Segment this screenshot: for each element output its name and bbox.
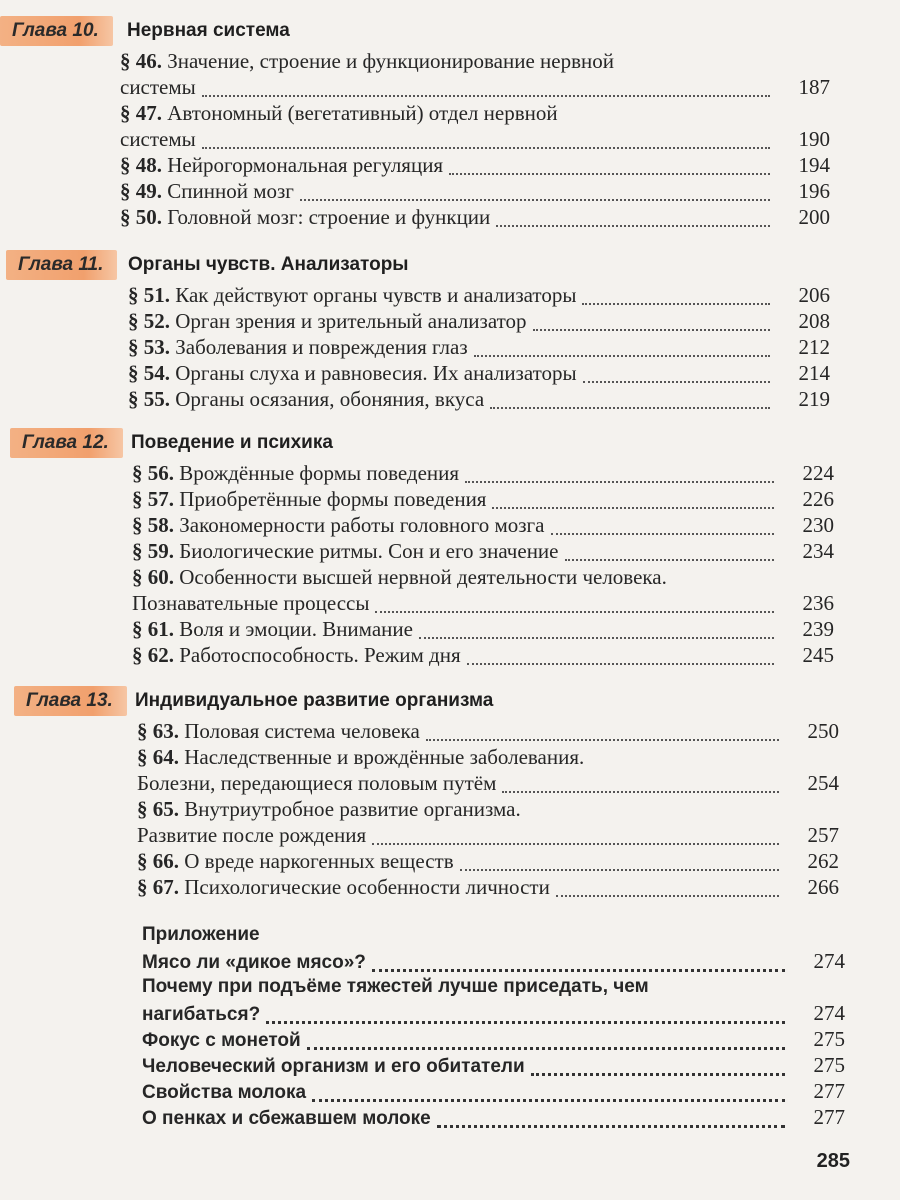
leader-dots xyxy=(266,1015,785,1024)
chapter-title: Поведение и психика xyxy=(131,432,333,453)
page-ref: 214 xyxy=(798,361,830,385)
chapter-label: Глава 13. xyxy=(14,686,127,716)
entry-title: Автономный (вегетативный) отдел нервной xyxy=(167,101,558,125)
appendix-section xyxy=(0,922,900,1130)
leader-dots xyxy=(490,401,770,409)
entry-title: Психологические особенности личности xyxy=(184,875,550,899)
entry-title: Нейрогормональная регуляция xyxy=(167,153,444,177)
page-ref: 200 xyxy=(798,205,830,229)
toc-entry-62[interactable] xyxy=(132,642,834,668)
leader-dots xyxy=(312,1093,785,1102)
leader-dots xyxy=(502,785,779,793)
entry-title: О пенках и сбежавшем молоке xyxy=(142,1108,431,1129)
paragraph-number: § 48. xyxy=(120,153,162,177)
leader-dots xyxy=(307,1041,785,1050)
paragraph-number: § 64. xyxy=(137,745,179,769)
entry-title: Половая система человека xyxy=(184,719,420,743)
paragraph-number: § 47. xyxy=(120,101,162,125)
page-ref: 262 xyxy=(807,849,839,873)
entry-title-continued: системы xyxy=(120,75,196,99)
toc-entry-52[interactable] xyxy=(128,308,830,334)
leader-dots xyxy=(437,1119,785,1128)
appendix-entry[interactable] xyxy=(142,1052,845,1078)
page-ref: 257 xyxy=(807,823,839,847)
page-ref: 187 xyxy=(798,75,830,99)
paragraph-number: § 52. xyxy=(128,309,170,333)
appendix-entries xyxy=(142,922,845,1130)
toc-entry-53[interactable] xyxy=(128,334,830,360)
chapter-entries xyxy=(128,282,830,412)
paragraph-number: § 55. xyxy=(128,387,170,411)
page-ref: 239 xyxy=(802,617,834,641)
paragraph-number: § 59. xyxy=(132,539,174,563)
page-ref: 208 xyxy=(798,309,830,333)
page-ref: 194 xyxy=(798,153,830,177)
page-ref: 277 xyxy=(813,1105,845,1129)
leader-dots xyxy=(582,297,770,305)
leader-dots xyxy=(551,527,775,535)
chapter-entries xyxy=(120,48,830,230)
leader-dots xyxy=(492,501,774,509)
entry-title: Работоспособность. Режим дня xyxy=(179,643,461,667)
page-ref: 206 xyxy=(798,283,830,307)
page-ref: 234 xyxy=(802,539,834,563)
paragraph-number: § 61. xyxy=(132,617,174,641)
chapter-11 xyxy=(0,248,900,412)
page-ref: 277 xyxy=(813,1079,845,1103)
paragraph-number: § 66. xyxy=(137,849,179,873)
toc-entry-63[interactable] xyxy=(137,718,839,744)
leader-dots xyxy=(474,349,770,357)
leader-dots xyxy=(467,657,774,665)
appendix-title: Приложение xyxy=(142,924,260,945)
entry-title: Орган зрения и зрительный анализатор xyxy=(175,309,527,333)
chapter-entries xyxy=(132,460,834,668)
page-ref: 224 xyxy=(802,461,834,485)
paragraph-number: § 57. xyxy=(132,487,174,511)
entry-title: Как действуют органы чувств и анализаторы xyxy=(175,283,577,307)
leader-dots xyxy=(449,167,770,175)
entry-title: Почему при подъёме тяжестей лучше приседать, чем xyxy=(142,976,649,997)
paragraph-number: § 63. xyxy=(137,719,179,743)
page-number: 285 xyxy=(816,1150,850,1172)
toc-entry-64[interactable] xyxy=(137,744,839,796)
leader-dots xyxy=(583,375,770,383)
chapter-header xyxy=(0,684,900,718)
appendix-entry[interactable] xyxy=(142,974,845,1026)
entry-title: Заболевания и повреждения глаз xyxy=(175,335,468,359)
entry-title-continued: Болезни, передающиеся половым путём xyxy=(137,771,497,795)
page-ref: 219 xyxy=(798,387,830,411)
toc-entry-66[interactable] xyxy=(137,848,839,874)
entry-title-continued: нагибаться? xyxy=(142,1004,261,1025)
toc-entry-50[interactable] xyxy=(120,204,830,230)
leader-dots xyxy=(531,1067,785,1076)
entry-title-continued: Познавательные процессы xyxy=(132,591,370,615)
paragraph-number: § 50. xyxy=(120,205,162,229)
appendix-entry[interactable] xyxy=(142,1078,845,1104)
leader-dots xyxy=(375,605,774,613)
chapter-title: Нервная система xyxy=(127,20,290,41)
toc-entry-58[interactable] xyxy=(132,512,834,538)
chapter-title: Органы чувств. Анализаторы xyxy=(128,254,409,275)
paragraph-number: § 56. xyxy=(132,461,174,485)
paragraph-number: § 51. xyxy=(128,283,170,307)
entry-title: Фокус с монетой xyxy=(142,1030,301,1051)
toc-entry-57[interactable] xyxy=(132,486,834,512)
appendix-entry[interactable] xyxy=(142,1026,845,1052)
leader-dots xyxy=(300,193,770,201)
chapter-13 xyxy=(0,684,900,900)
entry-title: Органы слуха и равновесия. Их анализаторы xyxy=(175,361,577,385)
toc-entry-56[interactable] xyxy=(132,460,834,486)
chapter-header xyxy=(0,14,900,48)
entry-title: О вреде наркогенных веществ xyxy=(184,849,454,873)
toc-entry-49[interactable] xyxy=(120,178,830,204)
chapter-title: Индивидуальное развитие организма xyxy=(135,690,494,711)
page-ref: 266 xyxy=(807,875,839,899)
page-ref: 190 xyxy=(798,127,830,151)
paragraph-number: § 62. xyxy=(132,643,174,667)
toc-entry-48[interactable] xyxy=(120,152,830,178)
toc-entry-59[interactable] xyxy=(132,538,834,564)
entry-title: Воля и эмоции. Внимание xyxy=(179,617,413,641)
entry-title: Значение, строение и функционирование нервной xyxy=(167,49,614,73)
leader-dots xyxy=(426,733,779,741)
entry-title: Органы осязания, обоняния, вкуса xyxy=(175,387,485,411)
chapter-entries xyxy=(137,718,839,900)
page-ref: 250 xyxy=(807,719,839,743)
leader-dots xyxy=(372,837,779,845)
paragraph-number: § 65. xyxy=(137,797,179,821)
leader-dots xyxy=(465,475,774,483)
chapter-10 xyxy=(0,14,900,230)
entry-title: Свойства молока xyxy=(142,1082,307,1103)
entry-title: Внутриутробное развитие организма. xyxy=(184,797,521,821)
leader-dots xyxy=(372,963,785,972)
toc-entry-55[interactable] xyxy=(128,386,830,412)
entry-title: Человеческий организм и его обитатели xyxy=(142,1056,525,1077)
paragraph-number: § 46. xyxy=(120,49,162,73)
page-ref: 236 xyxy=(802,591,834,615)
chapter-12 xyxy=(0,426,900,668)
toc-entry-46[interactable] xyxy=(120,48,830,100)
entry-title: Закономерности работы головного мозга xyxy=(179,513,545,537)
entry-title-continued: системы xyxy=(120,127,196,151)
leader-dots xyxy=(202,141,770,149)
chapter-label: Глава 11. xyxy=(6,250,117,280)
leader-dots xyxy=(556,889,779,897)
page-ref: 230 xyxy=(802,513,834,537)
toc-entry-60[interactable] xyxy=(132,564,834,616)
toc-entry-54[interactable] xyxy=(128,360,830,386)
paragraph-number: § 53. xyxy=(128,335,170,359)
paragraph-number: § 60. xyxy=(132,565,174,589)
paragraph-number: § 54. xyxy=(128,361,170,385)
paragraph-number: § 49. xyxy=(120,179,162,203)
chapter-header xyxy=(0,248,900,282)
chapter-label: Глава 12. xyxy=(10,428,123,458)
page-ref: 245 xyxy=(802,643,834,667)
page-ref: 274 xyxy=(813,1001,845,1025)
entry-title: Особенности высшей нервной деятельности человека. xyxy=(179,565,667,589)
leader-dots xyxy=(419,631,774,639)
toc-entry-61[interactable] xyxy=(132,616,834,642)
appendix-entry[interactable] xyxy=(142,948,845,974)
toc-entry-51[interactable] xyxy=(128,282,830,308)
entry-title: Спинной мозг xyxy=(167,179,294,203)
paragraph-number: § 67. xyxy=(137,875,179,899)
appendix-entry[interactable] xyxy=(142,1104,845,1130)
toc-entry-65[interactable] xyxy=(137,796,839,848)
chapter-header xyxy=(0,426,900,460)
leader-dots xyxy=(496,219,770,227)
page-ref: 212 xyxy=(798,335,830,359)
page-ref: 196 xyxy=(798,179,830,203)
entry-title: Приобретённые формы поведения xyxy=(179,487,487,511)
entry-title: Наследственные и врождённые заболевания. xyxy=(184,745,585,769)
page-ref: 254 xyxy=(807,771,839,795)
page-ref: 226 xyxy=(802,487,834,511)
entry-title: Мясо ли «дикое мясо»? xyxy=(142,952,366,973)
leader-dots xyxy=(202,89,770,97)
leader-dots xyxy=(460,863,779,871)
page-ref: 274 xyxy=(813,949,845,973)
page-ref: 275 xyxy=(813,1027,845,1051)
leader-dots xyxy=(565,553,775,561)
toc-entry-47[interactable] xyxy=(120,100,830,152)
entry-title-continued: Развитие после рождения xyxy=(137,823,367,847)
page-ref: 275 xyxy=(813,1053,845,1077)
leader-dots xyxy=(533,323,770,331)
toc-entry-67[interactable] xyxy=(137,874,839,900)
paragraph-number: § 58. xyxy=(132,513,174,537)
entry-title: Врождённые формы поведения xyxy=(179,461,460,485)
entry-title: Биологические ритмы. Сон и его значение xyxy=(179,539,559,563)
entry-title: Головной мозг: строение и функции xyxy=(167,205,491,229)
chapter-label: Глава 10. xyxy=(0,16,113,46)
